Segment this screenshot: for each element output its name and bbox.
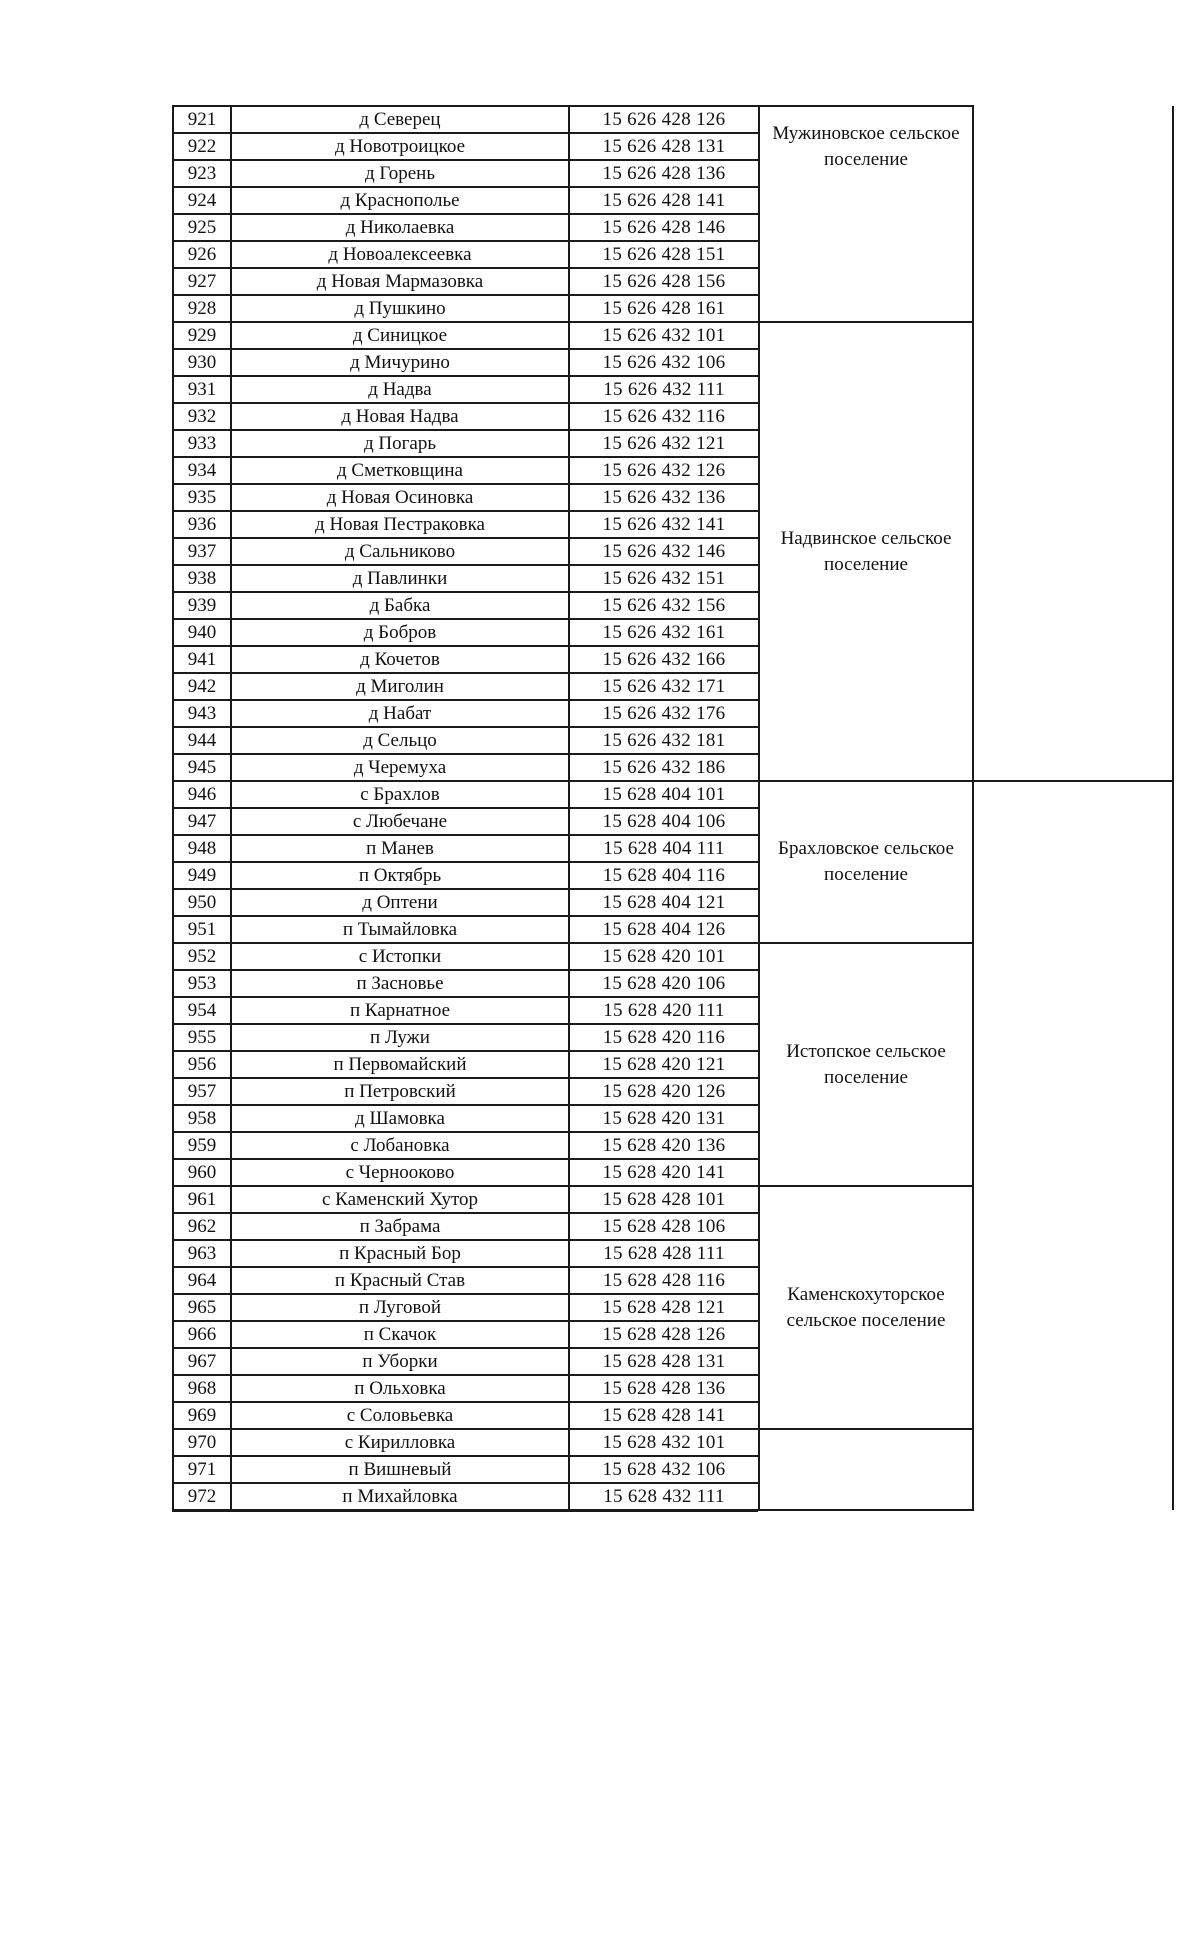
oktmo-code: 15 628 428 116: [569, 1267, 759, 1294]
locality-name: д Николаевка: [231, 214, 569, 241]
row-number: 945: [173, 754, 231, 781]
row-number: 962: [173, 1213, 231, 1240]
row-number: 944: [173, 727, 231, 754]
row-number: 931: [173, 376, 231, 403]
oktmo-code: 15 626 428 131: [569, 133, 759, 160]
table-row: [173, 106, 1173, 133]
row-number: 957: [173, 1078, 231, 1105]
locality-name: п Октябрь: [231, 862, 569, 889]
locality-name: д Новая Пестраковка: [231, 511, 569, 538]
settlement-name: Каменскохуторское сельское поселение: [759, 1186, 973, 1429]
row-number: 925: [173, 214, 231, 241]
locality-name: д Краснополье: [231, 187, 569, 214]
row-number: 970: [173, 1429, 231, 1456]
row-number: 921: [173, 106, 231, 133]
oktmo-code: 15 628 420 131: [569, 1105, 759, 1132]
oktmo-code: 15 626 428 156: [569, 268, 759, 295]
row-number: 942: [173, 673, 231, 700]
locality-name: п Луговой: [231, 1294, 569, 1321]
oktmo-code: 15 628 420 121: [569, 1051, 759, 1078]
locality-name: д Новая Мармазовка: [231, 268, 569, 295]
oktmo-code: 15 626 432 171: [569, 673, 759, 700]
locality-name: п Вишневый: [231, 1456, 569, 1483]
locality-name: д Кочетов: [231, 646, 569, 673]
locality-name: д Новоалексеевка: [231, 241, 569, 268]
locality-name: д Павлинки: [231, 565, 569, 592]
locality-name: п Красный Став: [231, 1267, 569, 1294]
locality-name: п Тымайловка: [231, 916, 569, 943]
oktmo-code: 15 628 420 126: [569, 1078, 759, 1105]
oktmo-code: 15 626 432 151: [569, 565, 759, 592]
row-number: 924: [173, 187, 231, 214]
locality-name: п Уборки: [231, 1348, 569, 1375]
settlement-name: Надвинское сельское поселение: [759, 322, 973, 781]
row-number: 952: [173, 943, 231, 970]
locality-name: п Михайловка: [231, 1483, 569, 1510]
settlement-name: Брахловское сельское поселение: [759, 781, 973, 943]
row-number: 949: [173, 862, 231, 889]
oktmo-code: 15 626 432 186: [569, 754, 759, 781]
oktmo-code: 15 628 432 101: [569, 1429, 759, 1456]
oktmo-code: 15 628 420 141: [569, 1159, 759, 1186]
settlement-name: Мужиновское сельское поселение: [759, 106, 973, 322]
oktmo-code: 15 626 428 151: [569, 241, 759, 268]
locality-name: д Северец: [231, 106, 569, 133]
locality-name: д Новая Осиновка: [231, 484, 569, 511]
oktmo-code: 15 628 428 121: [569, 1294, 759, 1321]
row-number: 963: [173, 1240, 231, 1267]
oktmo-code: 15 628 404 101: [569, 781, 759, 808]
row-number: 938: [173, 565, 231, 592]
row-number: 937: [173, 538, 231, 565]
row-number: 965: [173, 1294, 231, 1321]
row-number: 941: [173, 646, 231, 673]
oktmo-code: 15 626 428 141: [569, 187, 759, 214]
row-number: 934: [173, 457, 231, 484]
row-number: 929: [173, 322, 231, 349]
locality-name: п Забрама: [231, 1213, 569, 1240]
row-number: 923: [173, 160, 231, 187]
oktmo-code: 15 628 420 111: [569, 997, 759, 1024]
row-number: 928: [173, 295, 231, 322]
locality-name: с Каменский Хутор: [231, 1186, 569, 1213]
locality-name: с Соловьевка: [231, 1402, 569, 1429]
oktmo-code: 15 626 432 106: [569, 349, 759, 376]
row-number: 964: [173, 1267, 231, 1294]
row-number: 933: [173, 430, 231, 457]
locality-name: д Погарь: [231, 430, 569, 457]
row-number: 930: [173, 349, 231, 376]
row-number: 947: [173, 808, 231, 835]
oktmo-code: 15 628 420 116: [569, 1024, 759, 1051]
table-cut-line: [172, 1510, 758, 1512]
oktmo-code: 15 628 428 126: [569, 1321, 759, 1348]
row-number: 948: [173, 835, 231, 862]
row-number: 922: [173, 133, 231, 160]
oktmo-code: 15 628 428 106: [569, 1213, 759, 1240]
locality-name: д Бобров: [231, 619, 569, 646]
locality-name: д Оптени: [231, 889, 569, 916]
row-number: 936: [173, 511, 231, 538]
district-column: [973, 106, 1173, 781]
locality-name: п Карнатное: [231, 997, 569, 1024]
settlement-name: [759, 1429, 973, 1510]
oktmo-code: 15 626 428 136: [569, 160, 759, 187]
locality-name: д Надва: [231, 376, 569, 403]
row-number: 954: [173, 997, 231, 1024]
oktmo-code: 15 626 432 146: [569, 538, 759, 565]
locality-name: д Сальниково: [231, 538, 569, 565]
oktmo-code: 15 628 428 101: [569, 1186, 759, 1213]
locality-name: д Пушкино: [231, 295, 569, 322]
oktmo-code: 15 628 432 111: [569, 1483, 759, 1510]
oktmo-code: 15 626 428 161: [569, 295, 759, 322]
row-number: 935: [173, 484, 231, 511]
locality-name: с Истопки: [231, 943, 569, 970]
locality-name: д Набат: [231, 700, 569, 727]
row-number: 971: [173, 1456, 231, 1483]
row-number: 927: [173, 268, 231, 295]
oktmo-code: 15 628 428 141: [569, 1402, 759, 1429]
oktmo-code: 15 628 428 111: [569, 1240, 759, 1267]
row-number: 959: [173, 1132, 231, 1159]
oktmo-code: 15 626 432 176: [569, 700, 759, 727]
locality-name: д Сельцо: [231, 727, 569, 754]
settlements-table: [172, 105, 1174, 1511]
oktmo-code: 15 626 432 116: [569, 403, 759, 430]
settlement-name: Истопское сельское поселение: [759, 943, 973, 1186]
oktmo-code: 15 628 432 106: [569, 1456, 759, 1483]
locality-name: д Черемуха: [231, 754, 569, 781]
oktmo-code: 15 628 404 116: [569, 862, 759, 889]
locality-name: с Лобановка: [231, 1132, 569, 1159]
row-number: 939: [173, 592, 231, 619]
row-number: 958: [173, 1105, 231, 1132]
oktmo-code: 15 626 428 126: [569, 106, 759, 133]
oktmo-code: 15 628 404 111: [569, 835, 759, 862]
locality-name: д Бабка: [231, 592, 569, 619]
oktmo-code: 15 628 420 106: [569, 970, 759, 997]
row-number: 951: [173, 916, 231, 943]
row-number: 972: [173, 1483, 231, 1510]
locality-name: п Засновье: [231, 970, 569, 997]
locality-name: д Шамовка: [231, 1105, 569, 1132]
locality-name: д Миголин: [231, 673, 569, 700]
oktmo-code: 15 628 404 106: [569, 808, 759, 835]
locality-name: д Новая Надва: [231, 403, 569, 430]
oktmo-code: 15 626 432 101: [569, 322, 759, 349]
row-number: 932: [173, 403, 231, 430]
row-number: 953: [173, 970, 231, 997]
locality-name: п Скачок: [231, 1321, 569, 1348]
row-number: 940: [173, 619, 231, 646]
locality-name: д Горень: [231, 160, 569, 187]
locality-name: п Первомайский: [231, 1051, 569, 1078]
row-number: 955: [173, 1024, 231, 1051]
oktmo-code: 15 626 432 121: [569, 430, 759, 457]
locality-name: с Кирилловка: [231, 1429, 569, 1456]
oktmo-code: 15 626 432 161: [569, 619, 759, 646]
locality-name: п Ольховка: [231, 1375, 569, 1402]
oktmo-code: 15 626 432 156: [569, 592, 759, 619]
oktmo-code: 15 626 428 146: [569, 214, 759, 241]
locality-name: п Красный Бор: [231, 1240, 569, 1267]
locality-name: д Синицкое: [231, 322, 569, 349]
oktmo-code: 15 626 432 111: [569, 376, 759, 403]
locality-name: с Любечане: [231, 808, 569, 835]
oktmo-code: 15 628 420 136: [569, 1132, 759, 1159]
oktmo-code: 15 626 432 181: [569, 727, 759, 754]
row-number: 968: [173, 1375, 231, 1402]
locality-name: с Брахлов: [231, 781, 569, 808]
oktmo-code: 15 626 432 136: [569, 484, 759, 511]
row-number: 926: [173, 241, 231, 268]
row-number: 961: [173, 1186, 231, 1213]
locality-name: д Сметковщина: [231, 457, 569, 484]
row-number: 956: [173, 1051, 231, 1078]
locality-name: п Манев: [231, 835, 569, 862]
locality-name: д Мичурино: [231, 349, 569, 376]
oktmo-code: 15 626 432 141: [569, 511, 759, 538]
settlements-table-body: [173, 106, 1173, 1510]
row-number: 946: [173, 781, 231, 808]
row-number: 966: [173, 1321, 231, 1348]
locality-name: п Петровский: [231, 1078, 569, 1105]
oktmo-code: 15 628 404 121: [569, 889, 759, 916]
row-number: 943: [173, 700, 231, 727]
oktmo-code: 15 628 420 101: [569, 943, 759, 970]
locality-name: д Новотроицкое: [231, 133, 569, 160]
row-number: 960: [173, 1159, 231, 1186]
table-row: [173, 781, 1173, 808]
locality-name: п Лужи: [231, 1024, 569, 1051]
row-number: 950: [173, 889, 231, 916]
oktmo-code: 15 628 404 126: [569, 916, 759, 943]
oktmo-code: 15 626 432 166: [569, 646, 759, 673]
district-column: [973, 781, 1173, 1510]
oktmo-code: 15 628 428 131: [569, 1348, 759, 1375]
row-number: 969: [173, 1402, 231, 1429]
row-number: 967: [173, 1348, 231, 1375]
oktmo-code: 15 628 428 136: [569, 1375, 759, 1402]
locality-name: с Чернооково: [231, 1159, 569, 1186]
oktmo-code: 15 626 432 126: [569, 457, 759, 484]
